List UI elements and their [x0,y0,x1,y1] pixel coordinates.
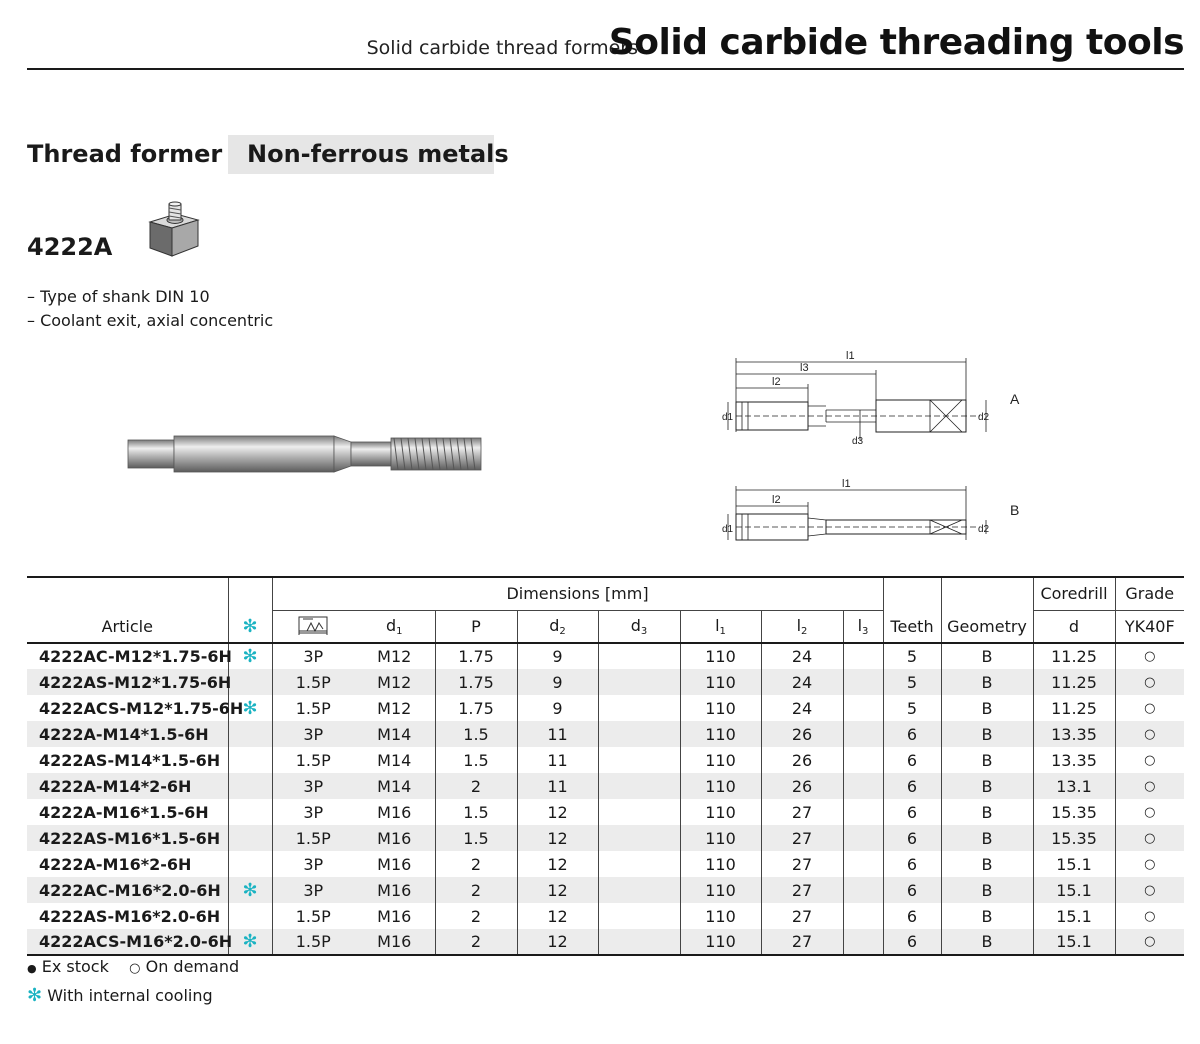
form-cell: 3P [272,773,354,799]
d1-cell: M16 [354,825,435,851]
dim-l1-a: l1 [846,350,855,362]
table-row [27,851,1184,877]
d3-cell [598,747,680,773]
teeth-cell: 6 [883,929,941,955]
cool-cell: ✻ [228,643,272,669]
d3-cell [598,929,680,955]
p-cell: 1.5 [435,799,517,825]
d3-cell [598,773,680,799]
article-cell: 4222A-M14*1.5-6H [27,721,228,747]
teeth-cell: 6 [883,747,941,773]
thread-form-icon [297,613,329,635]
grade-cell: ○ [1115,643,1184,669]
table-row [27,825,1184,851]
article-cell: 4222AS-M14*1.5-6H [39,750,221,770]
variant-a-label: A [1010,391,1020,407]
l2-header: $l_2$ [761,610,843,643]
cool-cell [228,851,272,877]
coredrill-cell: 11.25 [1033,669,1115,695]
d2-cell: 12 [517,929,598,955]
feature-coolant: – Coolant exit, axial concentric [27,311,274,330]
cool-cell [228,721,272,747]
d2-cell: 9 [517,669,598,695]
stock-legend [27,957,239,976]
p-cell: 1.75 [435,643,517,669]
l1-cell: 110 [680,851,761,877]
coredrill-cell: 15.35 [1033,825,1115,851]
d1-cell: M16 [354,929,435,955]
geometry-cell: B [941,721,1033,747]
geometry-cell: B [941,747,1033,773]
material-badge: Non-ferrous metals [228,135,494,174]
form-cell: 1.5P [272,825,354,851]
d2-cell: 12 [517,825,598,851]
d3-cell [598,799,680,825]
table-row [27,929,1184,955]
d1-cell: M14 [377,750,412,770]
tool-photo [126,432,486,476]
header-title: Solid carbide threading tools [608,22,1184,63]
d3-cell [598,695,680,721]
p-header: P [435,610,517,643]
l2-cell: 24 [761,669,843,695]
geometry-cell: B [941,643,1033,669]
p-cell: 2 [435,773,517,799]
p-cell: 1.5 [435,747,517,773]
cool-cell [228,825,272,851]
grade-cell: ○ [1115,773,1184,799]
p-cell: 2 [435,929,517,955]
p-cell: 1.75 [435,669,517,695]
l1-cell: 110 [680,903,761,929]
d1-cell: M16 [354,877,435,903]
d2-cell: 11 [517,721,598,747]
grade-cell: ○ [1115,799,1184,825]
l3-cell [843,851,883,877]
cooling-icon: ✻ [27,985,43,1006]
threaded-block-icon [146,200,200,260]
teeth-cell: 5 [883,643,941,669]
cool-cell: ✻ [228,929,272,955]
p-cell: 1.5 [435,721,517,747]
grade-header: Grade [1115,577,1184,610]
table-row [27,747,1184,773]
article-cell: 4222A-M14*2-6H [27,773,228,799]
geometry-cell: B [941,825,1033,851]
d2-cell: 12 [517,903,598,929]
on-demand-circle: ○ [129,961,141,976]
form-cell: 1.5P [272,929,354,955]
l3-cell [843,773,883,799]
l3-cell [843,929,883,955]
d2-cell: 11 [517,773,598,799]
page-header [27,18,1184,70]
cool-cell [228,799,272,825]
d1-header: $d_1$ [354,610,435,643]
d1-cell: M16 [377,906,412,926]
grade-cell: ○ [1115,903,1184,929]
d3-cell [598,877,680,903]
l1-cell: 110 [680,773,761,799]
table-row [27,903,1184,929]
table-row [27,721,1184,747]
coredrill-cell: 15.1 [1033,851,1115,877]
d1-cell: M14 [354,773,435,799]
coredrill-cell: 15.1 [1033,903,1115,929]
grade-cell: ○ [1115,695,1184,721]
table-row [27,643,1184,669]
l2-cell: 27 [761,825,843,851]
l2-cell: 27 [761,799,843,825]
tool-table [27,576,1184,956]
d3-cell [598,825,680,851]
d3-header: $d_3$ [598,610,680,643]
article-cell: 4222A-M16*2-6H [39,854,192,874]
table-row [27,799,1184,825]
teeth-cell: 6 [883,877,941,903]
coredrill-cell: 13.1 [1033,773,1115,799]
form-cell: 1.5P [272,669,354,695]
d1-cell: M16 [377,854,412,874]
article-cell: 4222ACS-M16*2.0-6H [27,929,228,955]
coredrill-cell: 15.1 [1033,929,1115,955]
l3-header: $l_3$ [843,610,883,643]
dim-d1-a: d1 [722,412,734,423]
article-cell: 4222AS-M16*1.5-6H [27,825,228,851]
teeth-header: Teeth [883,610,941,643]
d3-cell [598,851,680,877]
cool-cell [228,669,272,695]
geometry-cell: B [941,669,1033,695]
grade-cell: ○ [1115,929,1184,955]
p-cell: 1.5 [435,825,517,851]
d1-cell: M16 [377,802,412,822]
grade-cell: ○ [1115,877,1184,903]
coredrill-d-header: d [1033,610,1115,643]
dimensions-header: Dimensions [mm] [272,577,883,610]
section-title: Thread former [27,140,223,168]
p-cell: 2 [435,903,517,929]
product-code: 4222A [27,233,113,261]
d2-cell: 12 [517,877,598,903]
ex-stock-label: Ex stock [41,957,109,976]
form-cell: 1.5P [272,747,354,773]
table-body [27,643,1184,955]
d2-header: $d_2$ [517,610,598,643]
grade-cell: ○ [1115,825,1184,851]
coredrill-cell: 15.1 [1033,877,1115,903]
cooling-label: With internal cooling [47,986,213,1005]
d1-cell: M12 [377,647,412,666]
d2-cell: 9 [517,643,598,669]
geometry-cell: B [941,695,1033,721]
coredrill-cell: 11.25 [1033,695,1115,721]
dim-l3-a: l3 [800,362,809,374]
ex-stock-dot: ● [27,962,37,975]
table-row [27,695,1184,721]
grade-cell: ○ [1115,721,1184,747]
d2-cell: 11 [517,747,598,773]
cool-cell [228,747,272,773]
dim-d1-b: d1 [722,524,734,535]
table-row [27,877,1184,903]
geometry-cell: B [941,773,1033,799]
grade-cell: ○ [1115,747,1184,773]
article-cell: 4222AC-M16*2.0-6H [27,877,228,903]
form-cell: 3P [272,799,354,825]
form-cell: 3P [272,877,354,903]
l1-header: $l_1$ [680,610,761,643]
form-cell: 3P [272,851,354,877]
p-cell: 1.75 [435,695,517,721]
grade-yk40f-header: YK40F [1115,610,1184,643]
article-cell: 4222A-M16*1.5-6H [39,802,209,822]
grade-cell: ○ [1115,669,1184,695]
l2-cell: 27 [761,929,843,955]
l1-cell: 110 [680,799,761,825]
cool-cell [228,903,272,929]
d1-cell: M12 [377,698,412,718]
l2-cell: 27 [761,851,843,877]
teeth-cell: 6 [883,851,941,877]
dim-l2-b: l2 [772,494,781,506]
l2-cell: 27 [761,903,843,929]
cool-cell: ✻ [228,695,272,721]
geometry-header: Geometry [941,610,1033,643]
l1-cell: 110 [680,747,761,773]
tool-dimension-diagram [700,340,1040,550]
d2-cell: 12 [517,851,598,877]
teeth-cell: 6 [883,773,941,799]
d3-cell [598,643,680,669]
coredrill-cell: 11.25 [1033,643,1115,669]
l1-cell: 110 [680,877,761,903]
l2-cell: 26 [761,747,843,773]
geometry-cell: B [941,903,1033,929]
variant-b-label: B [1010,502,1020,518]
cooling-legend [27,985,213,1006]
l1-cell: 110 [680,825,761,851]
dim-l2-a: l2 [772,376,781,388]
dim-d2-b: d2 [978,524,990,535]
teeth-cell: 6 [883,903,941,929]
l2-cell: 26 [761,721,843,747]
article-cell: 4222AC-M12*1.75-6H [39,647,232,666]
l2-cell: 27 [761,877,843,903]
l3-cell [843,643,883,669]
teeth-cell: 5 [883,695,941,721]
l1-cell: 110 [680,695,761,721]
header-subtitle: Solid carbide thread formers [366,37,638,59]
l1-cell: 110 [680,929,761,955]
cool-cell: ✻ [228,877,272,903]
coredrill-cell: 13.35 [1033,721,1115,747]
l3-cell [843,695,883,721]
d2-cell: 12 [517,799,598,825]
table-row [27,773,1184,799]
l1-cell: 110 [680,721,761,747]
table-row [27,669,1184,695]
form-cell: 3P [272,643,354,669]
geometry-cell: B [941,851,1033,877]
geometry-cell: B [941,929,1033,955]
l3-cell [843,903,883,929]
teeth-cell: 6 [883,825,941,851]
l3-cell [843,799,883,825]
coredrill-header: Coredrill [1033,577,1115,610]
l2-cell: 24 [761,695,843,721]
l3-cell [843,747,883,773]
d1-cell: M12 [354,669,435,695]
teeth-cell: 5 [883,669,941,695]
article-cell: 4222ACS-M12*1.75-6H [39,698,244,718]
form-cell: 3P [272,721,354,747]
teeth-cell: 6 [883,721,941,747]
coredrill-cell: 15.35 [1033,799,1115,825]
feature-shank: – Type of shank DIN 10 [27,287,210,306]
l1-cell: 110 [680,643,761,669]
l2-cell: 26 [761,773,843,799]
form-cell: 1.5P [272,695,354,721]
l3-cell [843,877,883,903]
geometry-cell: B [941,799,1033,825]
p-cell: 2 [435,877,517,903]
coredrill-cell: 13.35 [1033,747,1115,773]
geometry-cell: B [941,877,1033,903]
d2-cell: 9 [517,695,598,721]
d1-cell: M14 [354,721,435,747]
form-cell: 1.5P [272,903,354,929]
grade-cell: ○ [1115,851,1184,877]
cool-cell [228,773,272,799]
l3-cell [843,825,883,851]
article-cell: 4222AS-M16*2.0-6H [39,906,221,926]
l3-cell [843,721,883,747]
dim-d3-a: d3 [852,436,864,447]
l2-cell: 24 [761,643,843,669]
teeth-cell: 6 [883,799,941,825]
d3-cell [598,903,680,929]
d3-cell [598,721,680,747]
article-cell: 4222AS-M12*1.75-6H [27,669,228,695]
l3-cell [843,669,883,695]
coolant-header-icon: ✻ [242,615,258,637]
dim-l1-b: l1 [842,478,851,490]
dim-d2-a: d2 [978,412,990,423]
d3-cell [598,669,680,695]
article-header: Article [27,610,228,643]
on-demand-label: On demand [145,957,240,976]
p-cell: 2 [435,851,517,877]
l1-cell: 110 [680,669,761,695]
